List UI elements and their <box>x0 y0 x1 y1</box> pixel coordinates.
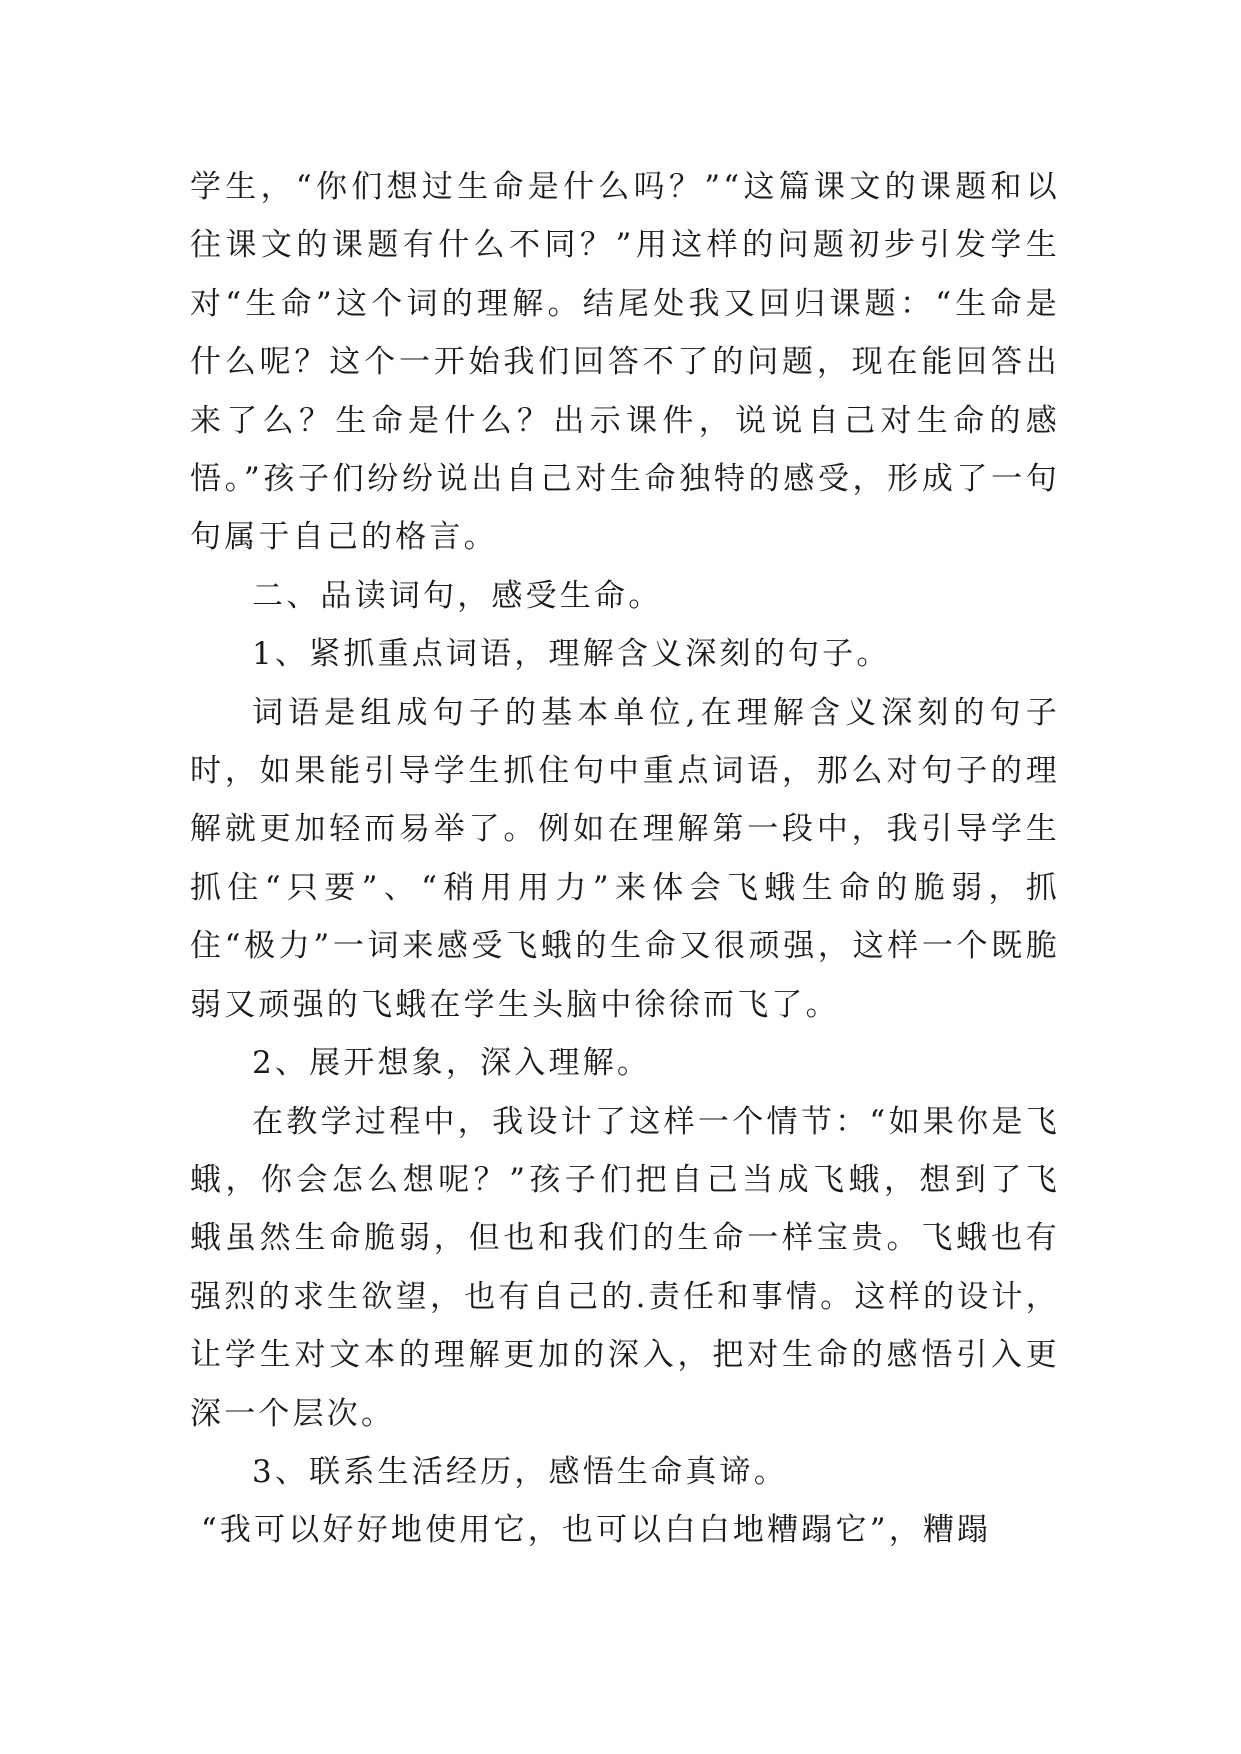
paragraph-point-three: “我可以好好地使用它，也可以白白地糟蹋它”，糟蹋 <box>200 1512 992 1549</box>
subheading-point-three: 3、联系生活经历，感悟生命真谛。 <box>252 1453 788 1490</box>
paragraph-point-two: 在教学过程中，我设计了这样一个情节：“如果你是飞蛾，你会怎么想呢？”孩子们把自己当成飞蛾，想到了飞蛾虽然生命脆弱，但也和我们的生命一样宝贵。飞蛾也有强烈的求生欲望，也有自己的.责任和事情。这样的设计，让学生对文本的理解更加的深入，把对生命的感悟引入更深一个层次。 <box>190 1103 1060 1432</box>
subheading-point-two: 2、展开想象，深入理解。 <box>252 1045 652 1082</box>
heading-section-two: 二、品读词句，感受生命。 <box>252 577 663 614</box>
document-body <box>190 158 1060 1560</box>
subheading-point-one: 1、紧抓重点词语，理解含义深刻的句子。 <box>252 636 891 673</box>
paragraph-intro-continuation: 学生，“你们想过生命是什么吗？”“这篇课文的课题和以往课文的课题有什么不同？”用这样的问题初步引发学生对“生命”这个词的理解。结尾处我又回归课题：“生命是什么呢？这个一开始我们回答不了的问题，现在能回答出来了么？生命是什么？出示课件，说说自己对生命的感悟。”孩子们纷纷说出自己对生命独特的感受，形成了一句句属于自己的格言。 <box>190 169 1060 556</box>
paragraph-point-one: 词语是组成句子的基本单位,在理解含义深刻的句子时，如果能引导学生抓住句中重点词语，那么对句子的理解就更加轻而易举了。例如在理解第一段中，我引导学生抓住“只要”、“稍用用力”来体会飞蛾生命的脆弱，抓住“极力”一词来感受飞蛾的生命又很顽强，这样一个既脆弱又顽强的飞蛾在学生头脑中徐徐而飞了。 <box>190 694 1060 1023</box>
